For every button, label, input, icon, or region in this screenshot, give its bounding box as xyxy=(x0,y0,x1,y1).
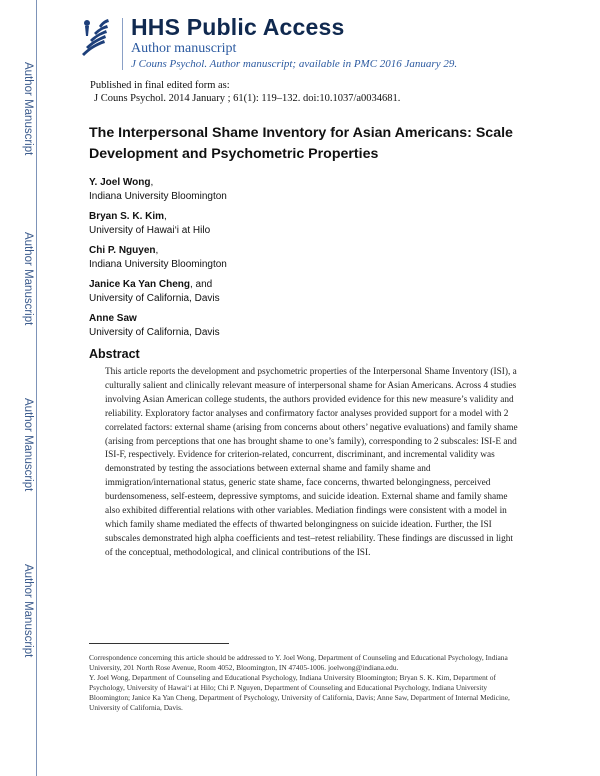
author-suffix: , and xyxy=(189,279,213,290)
author-affiliation: Indiana University Bloomington xyxy=(89,191,227,202)
author-suffix: , xyxy=(150,177,154,188)
author-entry xyxy=(89,210,519,238)
sidebar-rule xyxy=(36,0,37,776)
header-divider xyxy=(122,18,123,70)
author-name: Janice Ka Yan Cheng xyxy=(89,279,190,290)
footnotes xyxy=(89,653,529,713)
sidebar-label-4: Author Manuscript xyxy=(22,564,34,658)
journal-abbrev: J Couns Psychol. Author manuscript; available in PMC 2016 January 29. xyxy=(131,58,458,70)
author-entry xyxy=(89,312,519,340)
author-suffix: , xyxy=(155,245,159,256)
article-title: The Interpersonal Shame Inventory for Asian Americans: Scale Development and Psychometric Properties xyxy=(89,125,513,162)
sidebar-label-3: Author Manuscript xyxy=(22,398,34,492)
author-name: Chi P. Nguyen xyxy=(89,245,156,256)
correspondence-note: Correspondence concerning this article should be addressed to Y. Joel Wong, Department of Counseling and Educational Psychology, Indiana University, 201 North Rose Avenue, Room 4052, Bloomington, IN 47405-1006. joelwong@indiana.edu. xyxy=(89,653,508,672)
author-affiliation: University of California, Davis xyxy=(89,293,220,304)
published-note: Published in final edited form as: xyxy=(90,80,230,91)
header-title: HHS Public Access xyxy=(131,14,345,40)
author-entry xyxy=(89,244,519,272)
author-suffix: , xyxy=(164,211,167,222)
affiliations-note: Y. Joel Wong, Department of Counseling and Educational Psychology, Indiana University Bloomington; Bryan S. K. Kim, Department of Psychology, University of Hawai‘i at Hilo; Chi P. Nguyen, Department of Counseling and Educational Psychology, Indiana University Bloomington; Janice Ka Yan Cheng, Department of Psychology, University of California, Davis; Anne Saw, Department of Internal Medicine, University of California, Davis. xyxy=(89,673,510,712)
author-entry xyxy=(89,176,519,204)
author-entry xyxy=(89,278,519,306)
author-affiliation: Indiana University Bloomington xyxy=(89,259,227,270)
header-subtitle: Author manuscript xyxy=(131,41,237,56)
hhs-eagle-logo-icon xyxy=(78,14,112,58)
footnote-divider xyxy=(89,643,229,644)
abstract-heading: Abstract xyxy=(89,347,140,361)
abstract-text: This article reports the development and psychometric properties of the Interpersonal Shame Inventory (ISI), a culturally salient and clinically relevant measure of interpersonal shame for Asian Americans. Across 4 studies involving Asian American college students, the authors provided evidence for this new measure’s validity and reliability. Exploratory factor analyses and confirmatory factor analyses provided support for a model with 2 correlated factors: external shame (arising from concerns about others’ negative evaluations) and family shame (arising from perceptions that one has brought shame to one’s family), corresponding to 2 subscales: ISI-E and ISI-F, respectively. Evidence for criterion-related, concurrent, discriminant, and incremental validity was demonstrated by testing the associations between external shame and family shame and immigration/international status, generic state shame, face concerns, thwarted belongingness, perceived burdensomeness, self-esteem, depressive symptoms, and suicide ideation. External shame and family shame also exhibited differential relations with other variables. Mediation findings were consistent with a model in which family shame mediated the effects of thwarted belongingness on suicide ideation. Further, the ISI subscales demonstrated high alpha coefficients and test–retest reliability. These findings are discussed in light of the conceptual, methodological, and clinical contributions of the ISI. xyxy=(105,367,518,558)
author-name: Y. Joel Wong xyxy=(89,177,151,188)
author-affiliation: University of Hawai‘i at Hilo xyxy=(89,225,211,236)
author-affiliation: University of California, Davis xyxy=(89,327,220,338)
author-name: Anne Saw xyxy=(89,313,137,324)
author-name: Bryan S. K. Kim xyxy=(89,211,165,222)
sidebar-label-2: Author Manuscript xyxy=(22,232,34,326)
sidebar-label-1: Author Manuscript xyxy=(22,62,34,156)
publication-note xyxy=(90,79,400,105)
author-list xyxy=(89,176,519,346)
header-journal-line xyxy=(131,58,457,70)
citation: J Couns Psychol. 2014 January ; 61(1): 119–132. doi:10.1037/a0034681. xyxy=(94,93,401,104)
